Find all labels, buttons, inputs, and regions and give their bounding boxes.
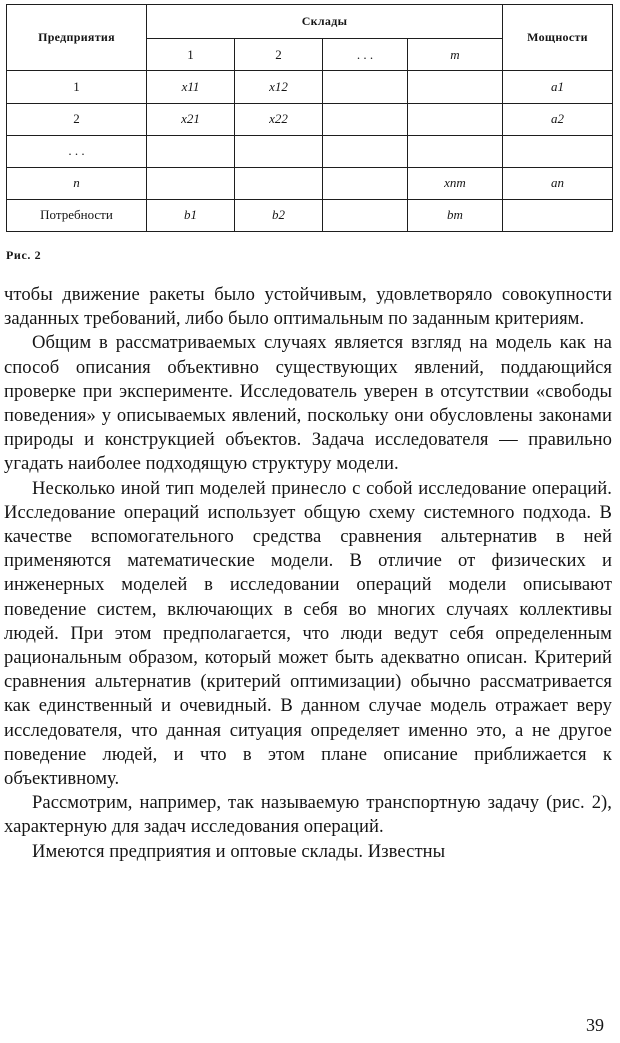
table-cell [323, 135, 408, 167]
table-cell [408, 103, 503, 135]
table-cell [323, 103, 408, 135]
table-row [7, 103, 613, 135]
capacity-cell: a2 [503, 103, 613, 135]
warehouse-col-2: 2 [235, 39, 323, 71]
header-capacities: Мощности [503, 5, 613, 71]
row-label: Потребности [7, 199, 147, 231]
paragraph: чтобы движение ракеты было устойчивым, удовлетворяло совокупности заданных требований, либо было оптимальным по заданным критериям. [4, 284, 612, 330]
body-text [4, 283, 612, 864]
table-cell: b1 [147, 199, 235, 231]
capacity-cell: an [503, 167, 613, 199]
paragraph: Рассмотрим, например, так называемую транспортную задачу (рис. 2), характерную для задач исследования операций. [4, 792, 612, 838]
table-cell: x21 [147, 103, 235, 135]
capacity-cell [503, 199, 613, 231]
table-cell [323, 167, 408, 199]
table-cell [147, 135, 235, 167]
table-cell: x12 [235, 71, 323, 103]
paragraph: Имеются предприятия и оптовые склады. Известны [32, 840, 446, 862]
row-label: . . . [7, 135, 147, 167]
warehouse-col-m: m [408, 39, 503, 71]
table-cell: x22 [235, 103, 323, 135]
paragraph: Общим в рассматриваемых случаях является взгляд на модель как на способ описания объективно существующих явлений, поддающийся проверке при эксперименте. Исследователь уверен в отсутствии «свободы поведения» у описываемых явлений, поскольку они обусловлены законами природы и конструкцией объектов. Задача исследователя — правильно угадать наиболее подходящую структуру модели. [4, 332, 612, 475]
table-row [7, 167, 613, 199]
row-label: n [7, 167, 147, 199]
table-cell [408, 135, 503, 167]
row-label: 2 [7, 103, 147, 135]
page-number: 39 [586, 1015, 604, 1035]
table-row [7, 71, 613, 103]
warehouse-col-1: 1 [147, 39, 235, 71]
paragraph: Несколько иной тип моделей принесло с собой исследование операций. Исследование операций использует общую схему системного подхода. В качестве вспомогательного средства сравнения альтернатив в ней применяются математические модели. В отличие от физических и инженерных моделей в исследовании операций модели описывают поведение систем, включающих в себя во многих случаях коллективы людей. При этом предполагается, что люди ведут себя определенным рациональным образом, который может быть адекватно описан. Критерий сравнения альтернатив (критерий оптимизации) обычно рассматривается как единственный и очевидный. В данном случае модель отражает веру исследователя, что данная ситуация определяет именно это, а не другое поведение людей, и что в этом плане описание приближается к объективному. [4, 477, 612, 790]
table-cell [235, 167, 323, 199]
table-cell: x11 [147, 71, 235, 103]
table-cell [323, 199, 408, 231]
table-cell: b2 [235, 199, 323, 231]
table-cell [323, 71, 408, 103]
warehouse-col-dots: . . . [323, 39, 408, 71]
row-label: 1 [7, 71, 147, 103]
transport-table [6, 4, 613, 232]
table-cell: xnm [408, 167, 503, 199]
table-cell [235, 135, 323, 167]
table-cell: bm [408, 199, 503, 231]
table-cell [147, 167, 235, 199]
table-row [7, 199, 613, 231]
header-warehouses: Склады [147, 5, 503, 39]
figure-caption: Рис. 2 [6, 248, 42, 262]
header-enterprises: Предприятия [7, 5, 147, 71]
capacity-cell: a1 [503, 71, 613, 103]
capacity-cell [503, 135, 613, 167]
table-cell [408, 71, 503, 103]
table-row [7, 135, 613, 167]
